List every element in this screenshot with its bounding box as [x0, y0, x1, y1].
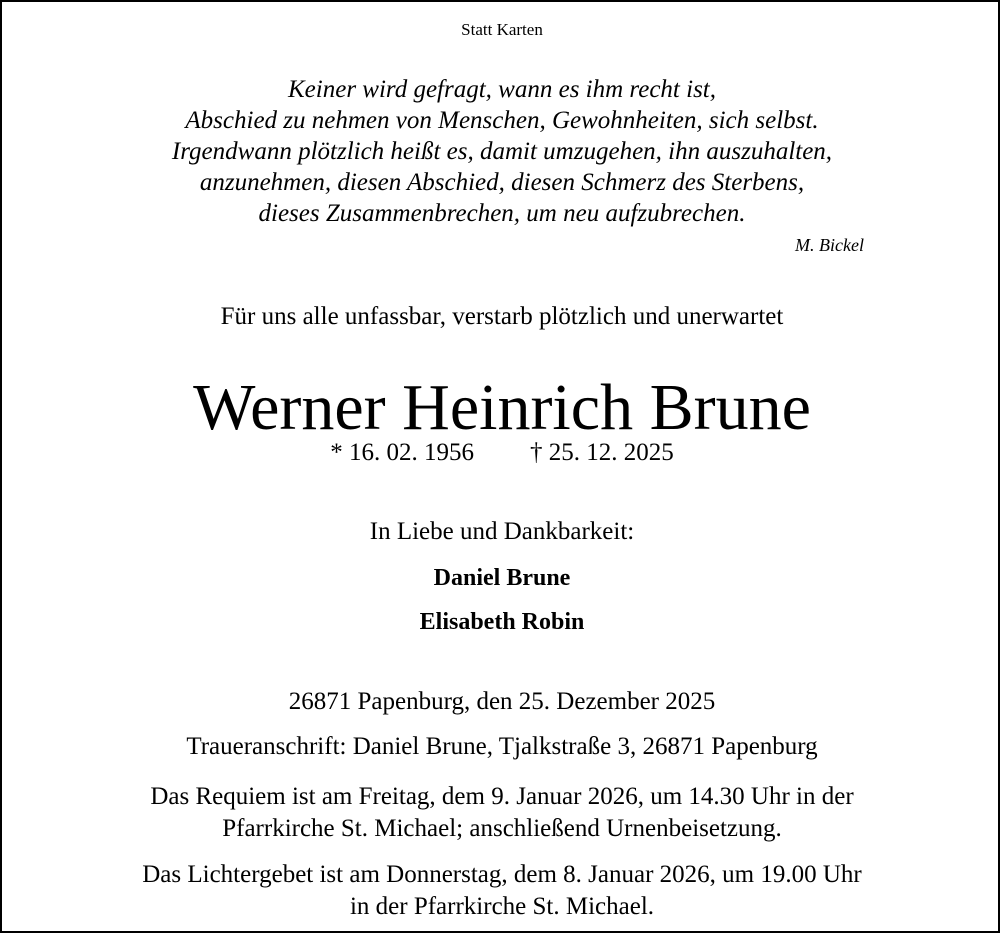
poem-line: Keiner wird gefragt, wann es ihm recht ist, [288, 76, 716, 103]
mourner-name: Daniel Brune [433, 565, 571, 591]
mourners-intro: In Liebe und Dankbarkeit: [369, 518, 635, 545]
birth-date: * 16. 02. 1956 [330, 439, 474, 466]
header-text: Statt Karten [461, 20, 543, 39]
place-date: 26871 Papenburg, den 25. Dezember 2025 [288, 688, 716, 715]
requiem-info-line: Das Requiem ist am Freitag, dem 9. Januar 2026, um 14.30 Uhr in der [150, 783, 854, 810]
deceased-name: Werner Heinrich Brune [193, 371, 811, 444]
poem-line: dieses Zusammenbrechen, um neu aufzubrechen. [258, 200, 746, 227]
poem-line: Abschied zu nehmen von Menschen, Gewohnheiten, sich selbst. [185, 107, 819, 134]
intro-text: Für uns alle unfassbar, verstarb plötzlich und unerwartet [220, 303, 784, 330]
prayer-info-line: in der Pfarrkirche St. Michael. [349, 893, 655, 920]
mourner-name: Elisabeth Robin [419, 609, 585, 635]
poem-line: Irgendwann plötzlich heißt es, damit umzugehen, ihn auszuhalten, [171, 138, 833, 165]
death-date: † 25. 12. 2025 [530, 439, 674, 466]
prayer-info-line: Das Lichtergebet ist am Donnerstag, dem 8. Januar 2026, um 19.00 Uhr [142, 861, 862, 888]
requiem-info-line: Pfarrkirche St. Michael; anschließend Urnenbeisetzung. [222, 815, 782, 842]
poem-author: M. Bickel [795, 235, 864, 255]
mourning-address: Traueranschrift: Daniel Brune, Tjalkstraße 3, 26871 Papenburg [186, 733, 818, 760]
poem-line: anzunehmen, diesen Abschied, diesen Schmerz des Sterbens, [199, 169, 805, 196]
life-dates [2, 439, 1000, 467]
